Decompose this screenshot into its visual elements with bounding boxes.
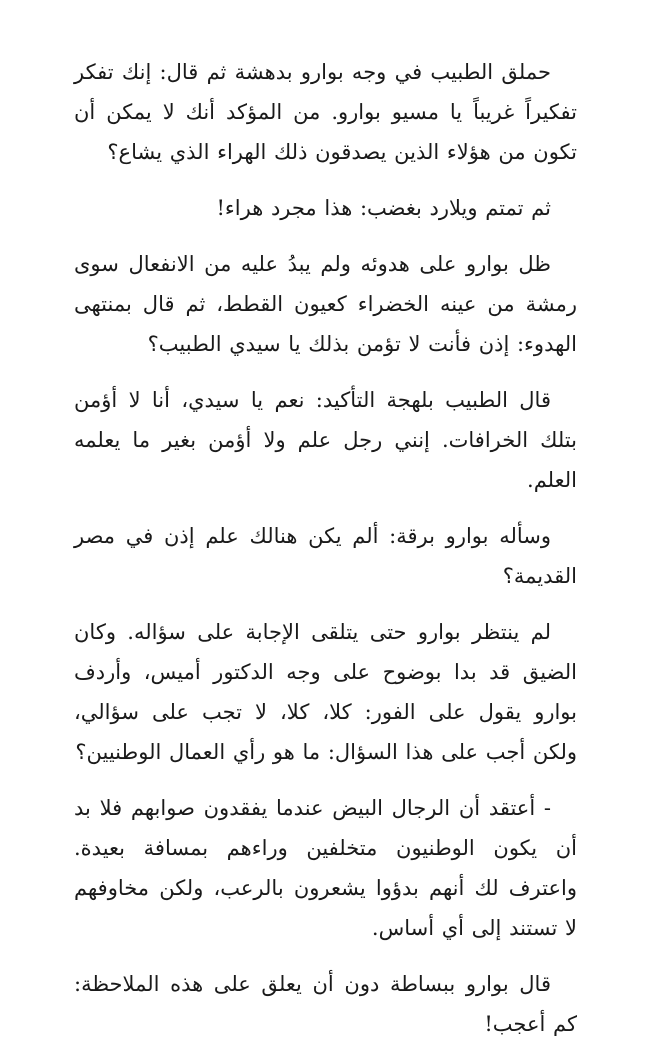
paragraph-8: قال بوارو ببساطة دون أن يعلق على هذه الملاحظة: كم أعجب! (74, 972, 577, 1036)
paragraph-6: لم ينتظر بوارو حتى يتلقى الإجابة على سؤاله. وكان الضيق قد بدا بوضوح على وجه الدكتور أميس، وأردف بوارو يقول على الفور: كلا، كلا، لا تجب على سؤالي، ولكن أجب على هذا السؤال: ما هو رأي العمال الوطنيين؟ (74, 620, 577, 764)
paragraph-3: ظل بوارو على هدوئه ولم يبدُ عليه من الانفعال سوى رمشة من عينه الخضراء كعيون القطط، ثم قال بمنتهى الهدوء: إذن فأنت لا تؤمن بذلك يا سيدي الطبيب؟ (74, 252, 577, 356)
paragraph-5: وسأله بوارو برقة: ألم يكن هنالك علم إذن في مصر القديمة؟ (74, 524, 577, 588)
paragraph-7: - أعتقد أن الرجال البيض عندما يفقدون صوابهم فلا بد أن يكون الوطنيون متخلفين وراءهم بمسافة بعيدة. واعترف لك أنهم بدؤوا يشعرون بالرعب، ولكن مخاوفهم لا تستند إلى أي أساس. (74, 796, 577, 940)
paragraph-2: ثم تمتم ويلارد بغضب: هذا مجرد هراء! (216, 196, 551, 220)
paragraph-1: حملق الطبيب في وجه بوارو بدهشة ثم قال: إنك تفكر تفكيراً غريباً يا مسيو بوارو. من المؤكد أنك لا يمكن أن تكون من هؤلاء الذين يصدقون ذلك الهراء الذي يشاع؟ (74, 60, 577, 164)
paragraph-4: قال الطبيب بلهجة التأكيد: نعم يا سيدي، أنا لا أؤمن بتلك الخرافات. إنني رجل علم ولا أؤمن بغير ما يعلمه العلم. (74, 388, 577, 492)
book-page (74, 52, 577, 1060)
